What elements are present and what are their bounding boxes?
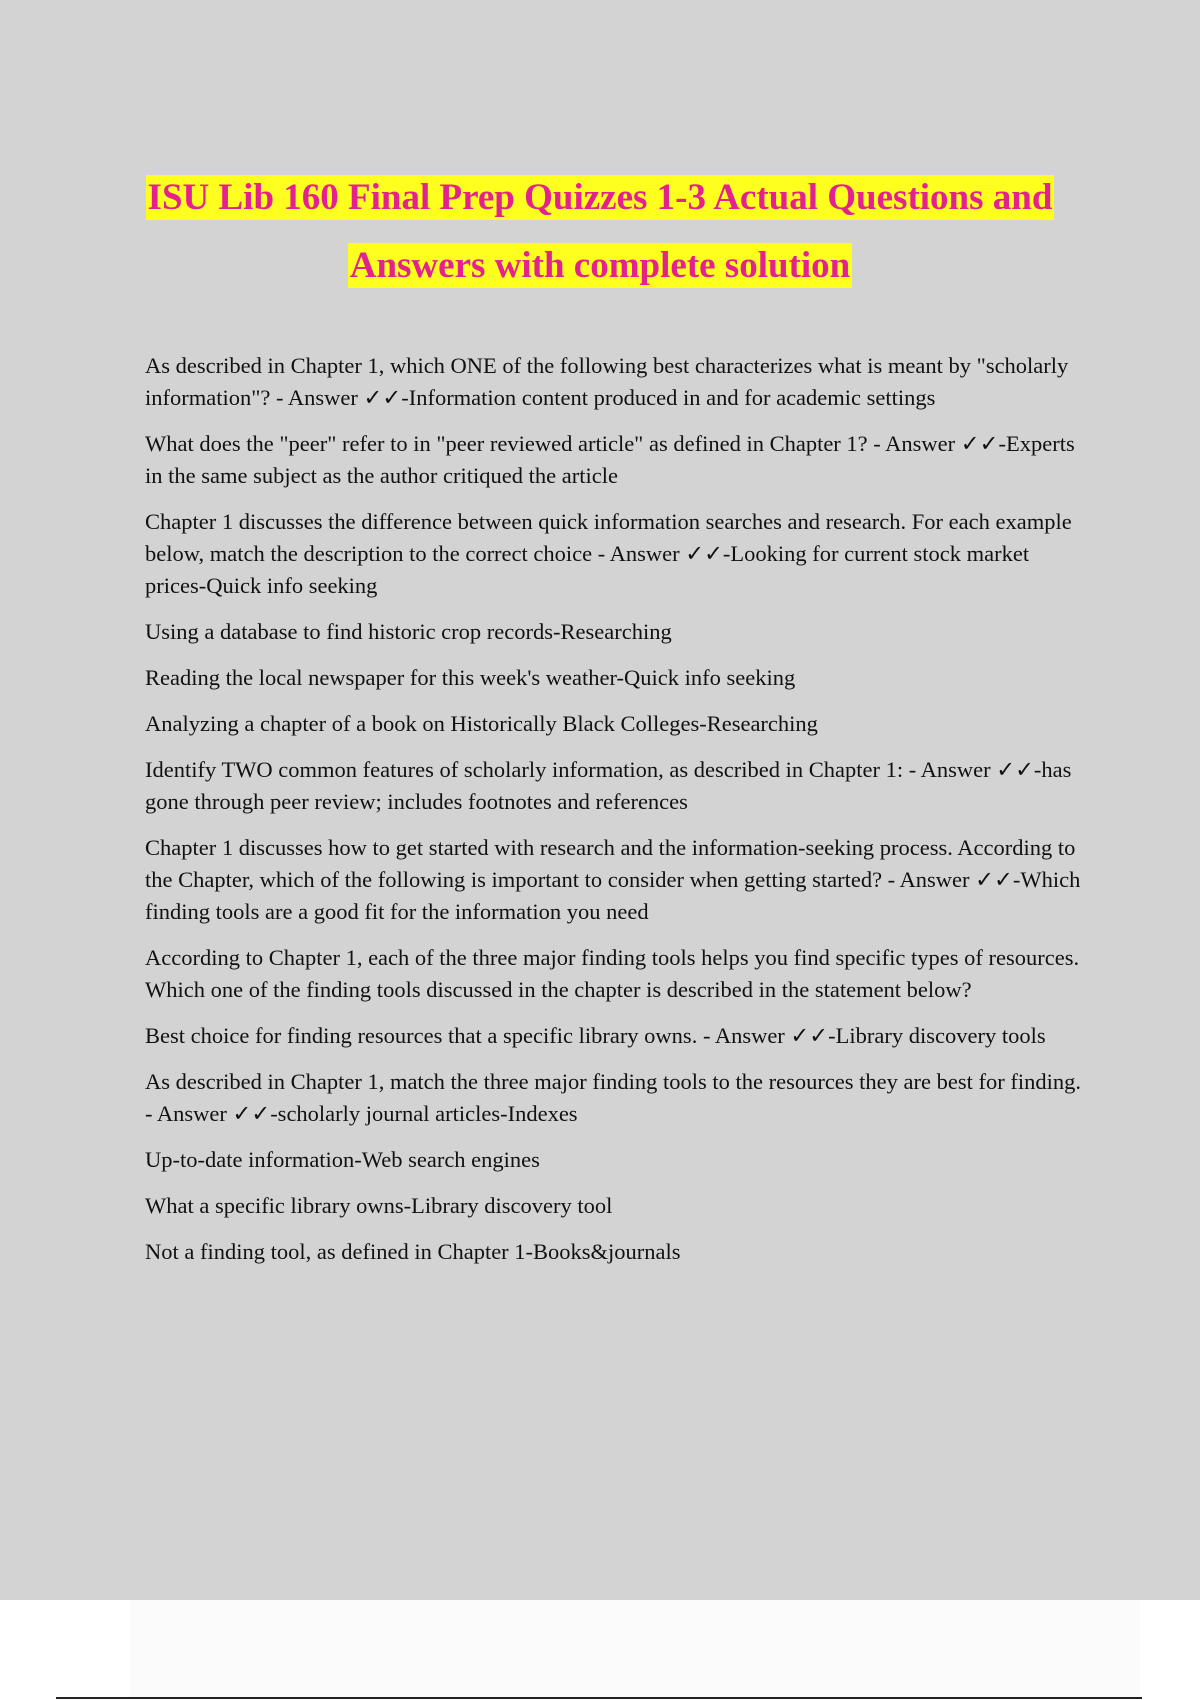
title-line-1-text: ISU Lib 160 Final Prep Quizzes 1-3 Actual Questions and: [147, 177, 1053, 218]
document-body: [145, 350, 1085, 1282]
footer-divider: [56, 1697, 1142, 1699]
answer-item: Using a database to find historic crop records-Researching: [145, 619, 672, 644]
question-paragraph: As described in Chapter 1, which ONE of the following best characterizes what is meant by "scholarly information"? - Answer ✓✓-Information content produced in and for academic settings: [145, 353, 1069, 410]
question-paragraph: According to Chapter 1, each of the three major finding tools helps you find specific types of resources. Which one of the finding tools discussed in the chapter is described in the statement below?: [145, 945, 1080, 1002]
answer-item: Up-to-date information-Web search engines: [145, 1147, 540, 1172]
question-paragraph: As described in Chapter 1, match the three major finding tools to the resources they are best for finding. - Answer ✓✓-scholarly journal articles-Indexes: [145, 1069, 1081, 1126]
document-title: [0, 164, 1200, 300]
question-paragraph: Identify TWO common features of scholarly information, as described in Chapter 1: - Answer ✓✓-has gone through peer review; includes footnotes and references: [145, 757, 1072, 814]
answer-item: Analyzing a chapter of a book on Historically Black Colleges-Researching: [145, 711, 818, 736]
title-line-2-text: Answers with complete solution: [349, 245, 851, 286]
answer-item: What a specific library owns-Library discovery tool: [145, 1193, 613, 1218]
footer-area: [130, 1600, 1140, 1698]
answer-item: Not a finding tool, as defined in Chapter 1-Books&journals: [145, 1239, 681, 1264]
question-paragraph: Best choice for finding resources that a specific library owns. - Answer ✓✓-Library discovery tools: [145, 1023, 1046, 1048]
question-paragraph: Chapter 1 discusses the difference between quick information searches and research. For each example below, match the description to the correct choice - Answer ✓✓-Looking for current stock market prices-Quick info seeking: [145, 509, 1072, 598]
question-paragraph: What does the "peer" refer to in "peer reviewed article" as defined in Chapter 1? - Answer ✓✓-Experts in the same subject as the author critiqued the article: [145, 431, 1075, 488]
question-paragraph: Chapter 1 discusses how to get started with research and the information-seeking process. According to the Chapter, which of the following is important to consider when getting started? - Answer ✓✓-Which finding tools are a good fit for the information you need: [145, 835, 1081, 924]
page-footer: [0, 1600, 1200, 1700]
answer-item: Reading the local newspaper for this week's weather-Quick info seeking: [145, 665, 796, 690]
title-line-1: [0, 164, 1200, 232]
title-line-2: [0, 232, 1200, 300]
